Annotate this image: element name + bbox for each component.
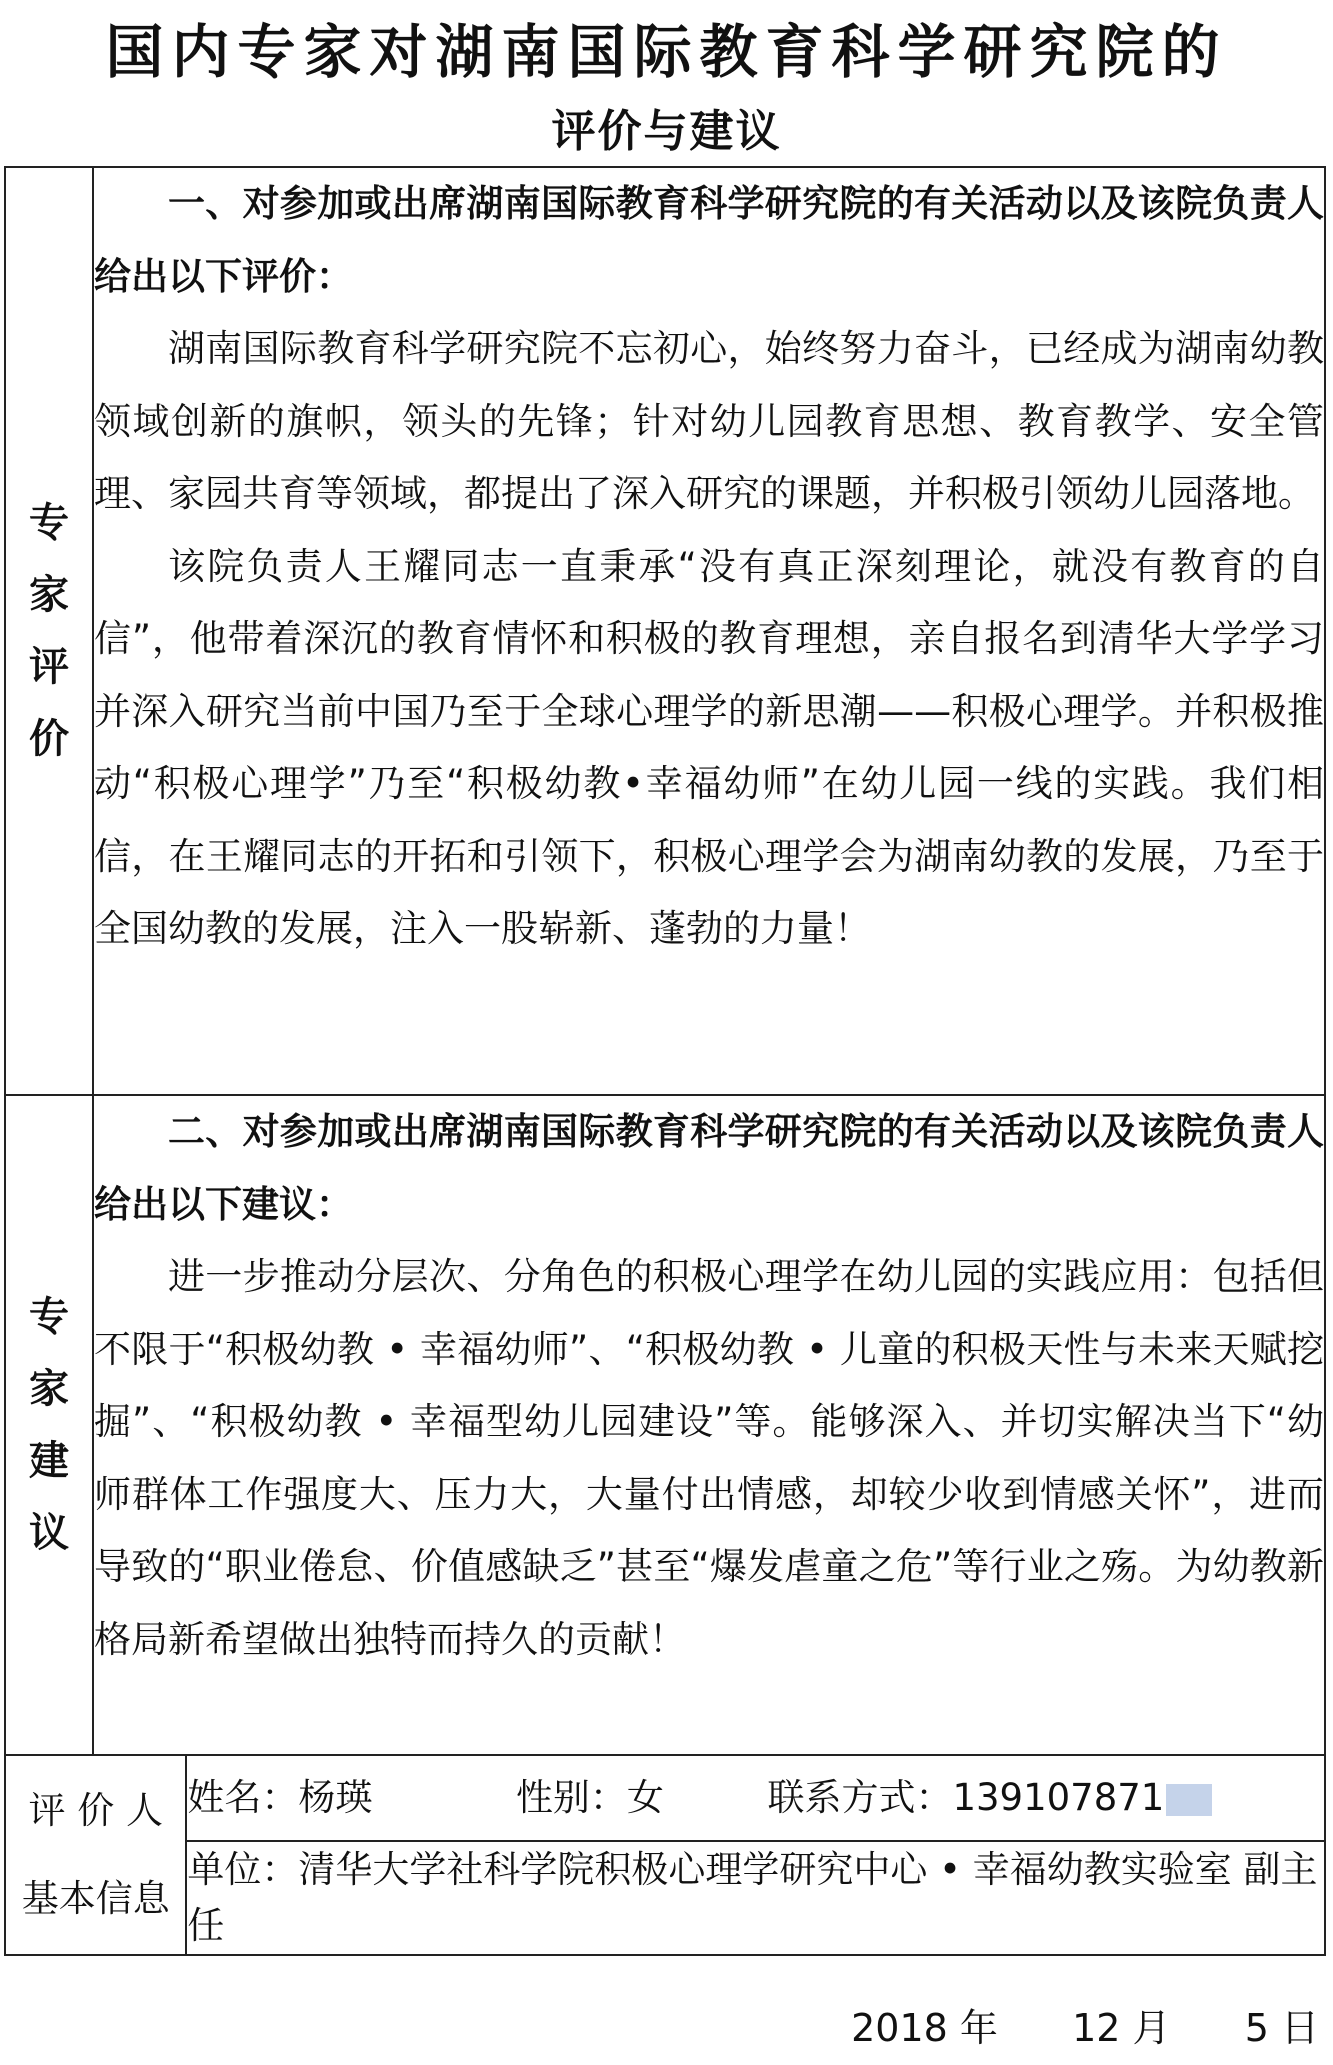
date-day: 5 日 [1244, 2006, 1319, 2050]
document-subtitle: 评价与建议 [551, 106, 782, 157]
evaluator-label-line-1: 评 价 人 [28, 1789, 163, 1832]
side-char: 评 [29, 644, 69, 690]
side-char: 价 [29, 716, 69, 762]
evaluator-row-2 [5, 1841, 1325, 1955]
date-year: 2018 年 [851, 2006, 998, 2050]
redaction-mark [1166, 1784, 1212, 1816]
evaluation-content [93, 167, 1325, 1095]
side-char: 专 [29, 1294, 69, 1340]
evaluation-row [5, 167, 1325, 1095]
evaluator-unit [186, 1841, 1325, 1955]
suggestion-content [93, 1095, 1325, 1755]
evaluator-label-line-2: 基本信息 [21, 1877, 170, 1920]
document-title: 国内专家对湖南国际教育科学研究院的 [105, 18, 1228, 86]
evaluator-gender: 性别：女 [515, 1776, 664, 1819]
evaluation-side-label [5, 167, 93, 1095]
evaluation-form-table [4, 166, 1326, 1956]
suggestion-side-label [5, 1095, 93, 1755]
side-char: 议 [29, 1510, 69, 1556]
side-char: 专 [29, 500, 69, 546]
side-char: 建 [29, 1438, 69, 1484]
side-char: 家 [29, 572, 69, 618]
evaluator-row-1 [5, 1755, 1325, 1841]
evaluator-name: 姓名：杨瑛 [187, 1776, 373, 1819]
evaluator-unit-text: 单位：清华大学社科学院积极心理学研究中心 • 幸福幼教实验室 副主任 [187, 1848, 1318, 1947]
side-char: 家 [29, 1366, 69, 1412]
evaluation-heading: 一、对参加或出席湖南国际教育科学研究院的有关活动以及该院负责人给出以下评价： [94, 182, 1324, 298]
suggestion-paragraph-1: 进一步推动分层次、分角色的积极心理学在幼儿园的实践应用：包括但不限于“积极幼教 • 幸福幼师”、“积极幼教 • 儿童的积极天性与未来天赋挖掘”、“积极幼教 • 幸福型幼儿园建设”等。能够深入、并切实解决当下“幼师群体工作强度大、压力大，大量付出情感，却较少收到情感关怀”，进而导致的“职业倦怠、价值感缺乏”甚至“爆发虐童之危”等行业之殇。为幼教新格局新希望做出独特而持久的贡献！ [94, 1255, 1325, 1661]
signature-date [851, 2000, 1319, 2056]
evaluation-paragraph-2: 该院负责人王耀同志一直秉承“没有真正深刻理论，就没有教育的自信”，他带着深沉的教育情怀和积极的教育理想，亲自报名到清华大学学习并深入研究当前中国乃至于全球心理学的新思潮——积极心理学。并积极推动“积极心理学”乃至“积极幼教•幸福幼师”在幼儿园一线的实践。我们相信，在王耀同志的开拓和引领下，积极心理学会为湖南幼教的发展，乃至于全国幼教的发展，注入一股崭新、蓬勃的力量！ [94, 544, 1324, 950]
evaluator-label [5, 1755, 186, 1955]
evaluation-paragraph-1: 湖南国际教育科学研究院不忘初心，始终努力奋斗，已经成为湖南幼教领域创新的旗帜，领头的先锋；针对幼儿园教育思想、教育教学、安全管理、家园共育等领域，都提出了深入研究的课题，并积极引领幼儿园落地。 [94, 327, 1324, 515]
evaluator-basic-info [186, 1755, 1325, 1841]
evaluator-contact: 联系方式：139107871 [767, 1776, 1165, 1819]
suggestion-row [5, 1095, 1325, 1755]
date-month: 12 月 [1072, 2006, 1171, 2050]
suggestion-heading: 二、对参加或出席湖南国际教育科学研究院的有关活动以及该院负责人给出以下建议： [94, 1110, 1324, 1226]
